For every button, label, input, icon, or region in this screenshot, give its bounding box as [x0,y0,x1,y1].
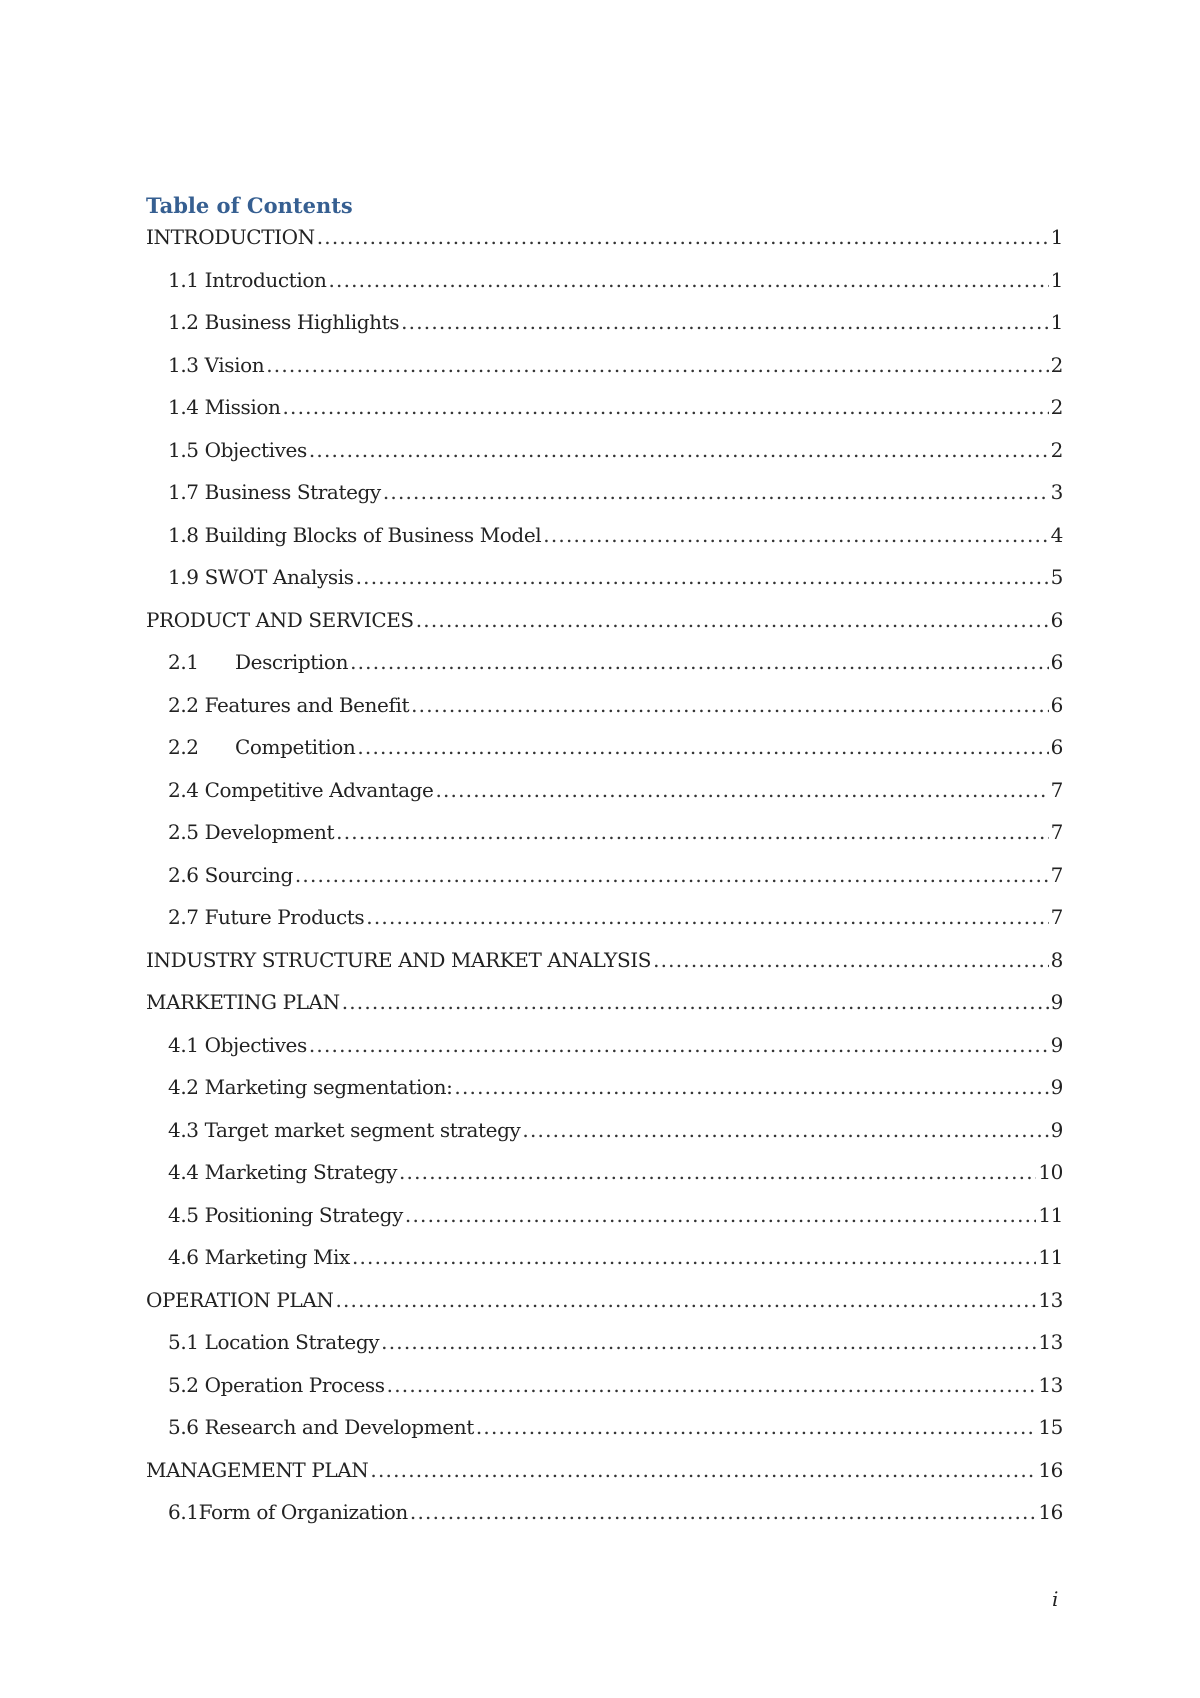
toc-entry-label: SWOT Analysis [204,565,354,589]
toc-subsection-entry[interactable] [146,1330,1063,1373]
toc-subsection-entry[interactable] [146,523,1063,566]
toc-entry-number: 4.4 [168,1160,199,1184]
toc-entry-text [168,395,281,419]
toc-entry-label: MANAGEMENT PLAN [146,1457,369,1482]
toc-dot-leader [476,1415,1037,1439]
toc-entry-text [146,990,340,1014]
toc-entry-text [168,353,264,377]
toc-subsection-entry[interactable] [146,1415,1063,1458]
toc-dot-leader [435,778,1048,802]
toc-entry-label: Future Products [204,905,365,929]
footer-page-number: i [1052,1587,1059,1611]
toc-entry-text [168,820,334,844]
toc-page-number: 4 [1050,522,1063,547]
toc-subsection-entry[interactable] [146,1160,1063,1203]
toc-page-number: 3 [1050,480,1063,504]
toc-dot-leader [309,438,1049,462]
toc-page-number: 7 [1050,905,1063,929]
toc-dot-leader [405,1203,1036,1227]
toc-dot-leader [366,905,1048,929]
toc-page-number: 13 [1038,1372,1063,1397]
toc-entry-number: 5.2 [168,1372,199,1397]
toc-subsection-entry[interactable] [146,1075,1063,1118]
toc-dot-leader [454,1075,1048,1099]
toc-entry-label: Business Strategy [204,480,381,504]
toc-dot-leader [381,1330,1036,1354]
toc-page-number: 6 [1050,692,1063,717]
toc-page-number: 6 [1050,607,1063,632]
toc-subsection-entry[interactable] [146,905,1063,948]
toc-dot-leader [328,268,1048,292]
toc-entry-number: 1.8 [168,522,199,547]
toc-entry-text [168,1373,385,1397]
toc-entry-number: 4.3 [168,1117,199,1142]
toc-entry-label: Description [235,650,349,674]
toc-dot-leader [543,523,1048,547]
toc-section-entry[interactable] [146,225,1063,268]
toc-entry-label: Marketing Mix [204,1245,350,1269]
toc-page-number: 8 [1050,947,1063,972]
toc-dot-leader [342,990,1049,1014]
toc-subsection-entry[interactable] [146,1033,1063,1076]
toc-page-number: 9 [1050,990,1063,1014]
toc-entry-number: 2.6 [168,862,199,887]
toc-entry-number: 4.2 [168,1075,199,1099]
toc-entry-label: Competitive Advantage [204,777,434,802]
toc-subsection-entry[interactable] [146,1500,1063,1543]
toc-page-number: 9 [1050,1117,1063,1142]
toc-entry-text [168,778,433,802]
toc-dot-leader [266,353,1048,377]
toc-dot-leader [352,1245,1036,1269]
toc-entry-number: 4.5 [168,1202,199,1227]
toc-entry-number: 2.7 [168,905,199,929]
toc-entry-label: OPERATION PLAN [146,1287,334,1312]
toc-subsection-entry[interactable] [146,650,1063,693]
toc-entry-label: Vision [204,352,265,377]
toc-entry-text [146,1458,368,1482]
toc-dot-leader [336,820,1049,844]
toc-entry-number: 1.1 [168,267,199,292]
toc-entry-number: 1.4 [168,395,199,419]
toc-entry-text [168,565,354,589]
toc-entry-text [168,1033,307,1057]
toc-entry-number: 6.1 [168,1500,199,1524]
toc-dot-leader [653,948,1049,972]
toc-page-number: 6 [1050,735,1063,759]
toc-entry-label: Positioning Strategy [204,1202,403,1227]
toc-section-entry[interactable] [146,990,1063,1033]
toc-entry-label: Marketing Strategy [204,1160,397,1184]
toc-entry-text [168,650,348,674]
toc-dot-leader [416,608,1049,632]
toc-subsection-entry[interactable] [146,1373,1063,1416]
toc-entry-label: Sourcing [204,862,293,887]
toc-entry-label: INDUSTRY STRUCTURE AND MARKET ANALYSIS [146,947,652,972]
toc-entry-text [168,310,399,334]
toc-entry-label: Operation Process [204,1372,385,1397]
toc-subsection-entry[interactable] [146,1245,1063,1288]
toc-entry-label: Introduction [204,267,327,292]
toc-section-entry[interactable] [146,608,1063,651]
toc-entry-label: INTRODUCTION [146,225,315,249]
toc-dot-leader [283,395,1049,419]
toc-dot-leader [522,1118,1048,1142]
toc-entry-number: 2.2 [168,735,199,759]
toc-entry-text [168,268,326,292]
toc-entry-text [168,1118,520,1142]
toc-page-number: 6 [1050,650,1063,674]
toc-entry-text [168,863,293,887]
toc-entry-text [146,1288,333,1312]
toc-page-number: 7 [1050,777,1063,802]
toc-entry-text [168,480,381,504]
toc-entry-text [168,905,364,929]
toc-entry-label: Marketing segmentation: [204,1075,453,1099]
toc-dot-leader [357,735,1048,759]
toc-entry-label: Objectives [204,437,307,462]
toc-page-number: 1 [1050,225,1063,249]
toc-entry-number: 5.1 [168,1330,199,1354]
toc-page-number: 16 [1038,1457,1063,1482]
toc-entry-label: Location Strategy [204,1330,380,1354]
toc-entry-text [168,1245,350,1269]
toc-subsection-entry[interactable] [146,863,1063,906]
toc-section-entry[interactable] [146,948,1063,991]
toc-subsection-entry[interactable] [146,268,1063,311]
toc-entry-label: MARKETING PLAN [146,990,340,1014]
toc-entry-number: 2.5 [168,820,199,844]
toc-entry-text [168,693,409,717]
toc-page-number: 5 [1050,565,1063,589]
toc-entry-label: Building Blocks of Business Model [204,522,542,547]
toc-page-number: 9 [1050,1032,1063,1057]
toc-entry-label: Target market segment strategy [204,1117,521,1142]
toc-dot-leader [411,693,1049,717]
toc-page-number: 11 [1038,1245,1063,1269]
toc-entry-label: Competition [235,735,356,759]
toc-entry-text [168,1330,379,1354]
toc-subsection-entry[interactable] [146,480,1063,523]
toc-page-number: 2 [1050,395,1063,419]
toc-page-number: 1 [1050,310,1063,334]
toc-page-number: 16 [1038,1500,1063,1524]
toc-entry-label: Objectives [204,1032,307,1057]
toc-section-entry[interactable] [146,1288,1063,1331]
toc-subsection-entry[interactable] [146,1118,1063,1161]
toc-entry-number: 1.3 [168,352,199,377]
toc-dot-leader [383,480,1049,504]
toc-section-entry[interactable] [146,1458,1063,1501]
toc-subsection-entry[interactable] [146,353,1063,396]
toc-entry-text [168,1075,452,1099]
toc-entry-number: 2.4 [168,777,199,802]
toc-title: Table of Contents [146,193,353,218]
toc-entry-label: PRODUCT AND SERVICES [146,607,414,632]
toc-dot-leader [410,1500,1036,1524]
toc-page-number: 13 [1038,1330,1063,1354]
toc-entry-text [168,1160,397,1184]
toc-entry-text [168,1500,408,1524]
toc-entry-label: Business Highlights [204,310,400,334]
toc-page-number: 7 [1050,820,1063,844]
toc-dot-leader [370,1458,1036,1482]
toc-entry-label: Mission [204,395,281,419]
toc-dot-leader [295,863,1049,887]
toc-entry-text [168,1203,403,1227]
toc-entry-text [168,438,307,462]
toc-entry-number: 1.7 [168,480,199,504]
toc-dot-leader [350,650,1049,674]
toc-dot-leader [335,1288,1036,1312]
toc-page-number: 13 [1038,1287,1063,1312]
toc-dot-leader [387,1373,1037,1397]
toc-entry-text [146,948,651,972]
toc-dot-leader [399,1160,1036,1184]
toc-entry-number: 4.1 [168,1032,199,1057]
toc-entry-text [168,735,355,759]
toc-entry-text [168,1415,474,1439]
toc-entry-label: Features and Benefit [204,692,410,717]
toc-subsection-entry[interactable] [146,438,1063,481]
toc-subsection-entry[interactable] [146,310,1063,353]
toc-entry-number: 4.6 [168,1245,199,1269]
toc-entry-label: Development [204,820,335,844]
toc-page-number: 2 [1050,352,1063,377]
toc-entry-number: 1.9 [168,565,199,589]
toc-entry-label: Research and Development [204,1415,474,1439]
toc-entry-text [146,225,315,249]
toc-list [146,225,1063,1543]
toc-entry-text [146,608,414,632]
toc-entry-number: 2.1 [168,650,199,674]
toc-page-number: 9 [1050,1075,1063,1099]
toc-page-number: 11 [1038,1202,1063,1227]
toc-entry-number: 1.2 [168,310,199,334]
toc-subsection-entry[interactable] [146,820,1063,863]
toc-subsection-entry[interactable] [146,1203,1063,1246]
toc-dot-leader [317,225,1049,249]
toc-dot-leader [401,310,1049,334]
toc-entry-label: Form of Organization [198,1500,408,1524]
toc-dot-leader [309,1033,1049,1057]
toc-page-number: 15 [1038,1415,1063,1439]
toc-subsection-entry[interactable] [146,693,1063,736]
toc-entry-number: 5.6 [168,1415,199,1439]
toc-entry-number: 1.5 [168,437,199,462]
toc-subsection-entry[interactable] [146,565,1063,608]
toc-page-number: 7 [1050,862,1063,887]
toc-subsection-entry[interactable] [146,778,1063,821]
toc-entry-number: 2.2 [168,692,199,717]
toc-page-number: 2 [1050,437,1063,462]
toc-entry-text [168,523,541,547]
toc-page-number: 1 [1050,267,1063,292]
toc-subsection-entry[interactable] [146,735,1063,778]
toc-page-number: 10 [1038,1160,1063,1184]
toc-subsection-entry[interactable] [146,395,1063,438]
toc-dot-leader [356,565,1049,589]
